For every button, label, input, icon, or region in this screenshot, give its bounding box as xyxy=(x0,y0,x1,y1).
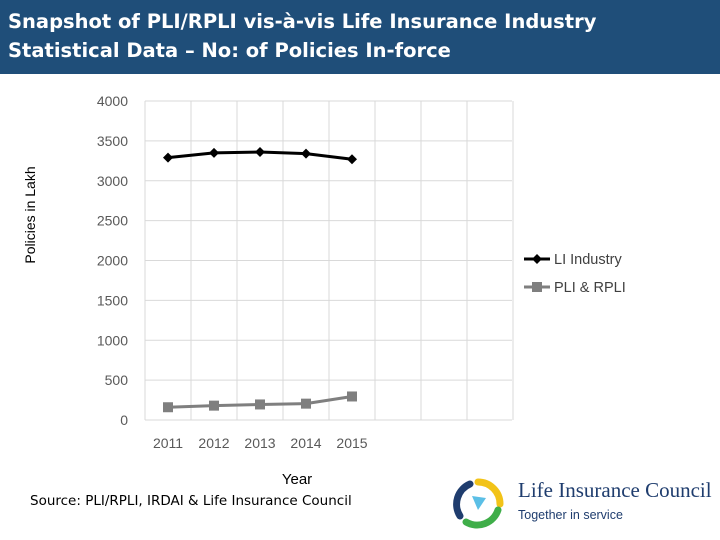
x-tick-label: 2013 xyxy=(244,435,276,451)
y-tick-label: 3500 xyxy=(96,132,128,149)
y-axis-label: Policies in Lakh xyxy=(22,166,38,264)
logo-tagline: Together in service xyxy=(518,508,623,522)
council-emblem-icon xyxy=(448,474,512,530)
data-point xyxy=(163,402,173,412)
data-point xyxy=(209,148,219,158)
life-insurance-council-logo xyxy=(448,474,712,530)
data-point xyxy=(255,399,265,409)
data-point xyxy=(347,154,357,164)
y-tick-label: 500 xyxy=(104,372,128,389)
source-note: Source: PLI/RPLI, IRDAI & Life Insurance Council xyxy=(30,493,352,509)
data-point xyxy=(347,391,357,401)
legend-label: PLI & RPLI xyxy=(554,280,626,296)
data-point xyxy=(301,149,311,159)
legend-marker xyxy=(532,254,542,264)
y-tick-label: 2000 xyxy=(96,252,128,269)
x-tick-label: 2012 xyxy=(198,435,230,451)
legend-marker xyxy=(532,282,542,292)
x-tick-label: 2015 xyxy=(336,435,368,451)
data-point xyxy=(163,153,173,163)
y-tick-label: 1500 xyxy=(96,292,128,309)
logo-name: Life Insurance Council xyxy=(518,478,712,502)
y-tick-label: 4000 xyxy=(96,93,128,109)
data-point xyxy=(301,399,311,409)
legend-label: LI Industry xyxy=(554,252,622,268)
x-axis-label: Year xyxy=(281,471,313,488)
y-tick-label: 1000 xyxy=(96,332,128,349)
x-tick-label: 2011 xyxy=(152,435,184,451)
y-tick-label: 0 xyxy=(120,412,128,428)
x-tick-label: 2014 xyxy=(290,435,322,451)
data-point xyxy=(209,401,219,411)
y-tick-label: 2500 xyxy=(96,212,128,229)
page-title: Snapshot of PLI/RPLI vis-à-vis Life Insurance Industry Statistical Data – No: of Policies In-force xyxy=(8,10,597,62)
data-point xyxy=(255,147,265,157)
y-tick-label: 3000 xyxy=(96,172,128,189)
